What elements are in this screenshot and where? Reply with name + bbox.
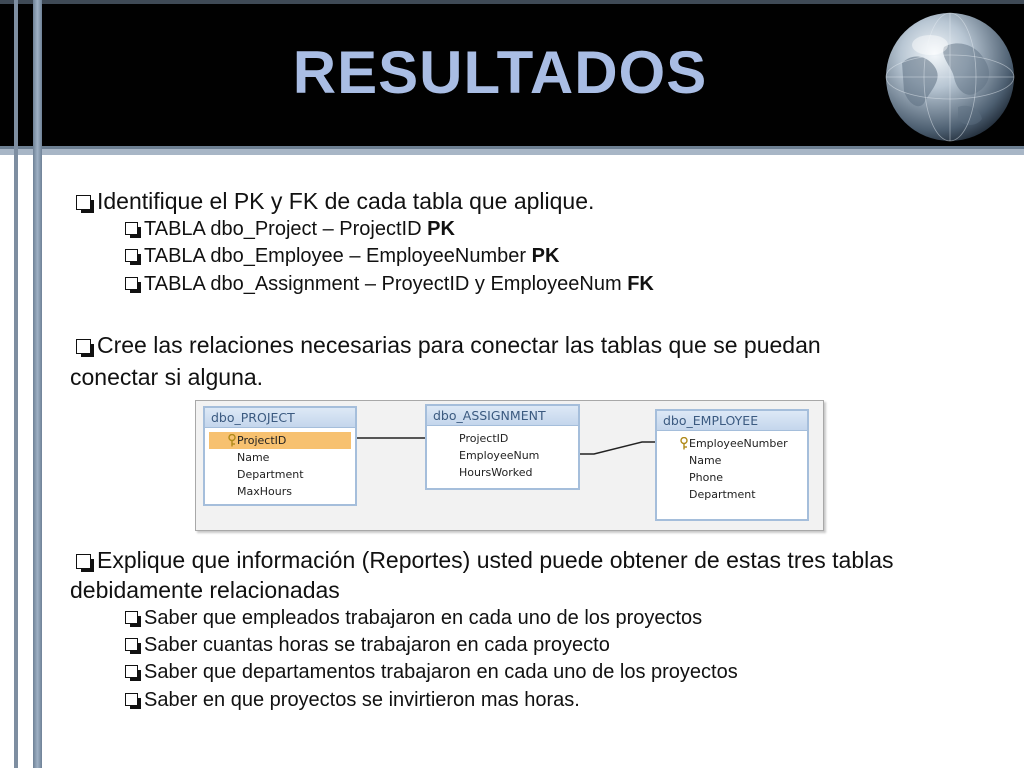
subbullet-employee-pk xyxy=(125,245,559,268)
field-row[interactable]: Department xyxy=(689,488,756,501)
subbullet-text: Saber que departamentos trabajaron en cada uno de los proyectos xyxy=(144,661,738,683)
checkbox-bullet-icon xyxy=(76,339,91,354)
field-row[interactable]: ProjectID xyxy=(459,432,509,445)
checkbox-bullet-icon xyxy=(125,277,138,290)
field-row[interactable]: Department xyxy=(237,468,304,481)
field-name: ProjectID xyxy=(237,434,287,447)
subbullet-assignment-fk xyxy=(125,273,654,296)
globe-icon xyxy=(884,11,1016,143)
bullet-create-relations xyxy=(76,332,821,359)
subbullet-text: Saber que empleados trabajaron en cada uno de los proyectos xyxy=(144,607,703,629)
relation-line-assignment-employee xyxy=(579,442,655,454)
field-row[interactable]: Phone xyxy=(689,471,724,484)
checkbox-bullet-icon xyxy=(76,554,91,569)
subbullet-text: Saber cuantas horas se trabajaron en cada proyecto xyxy=(144,634,610,656)
subbullet-report-1 xyxy=(125,607,702,630)
field-row-key[interactable] xyxy=(661,435,803,452)
primary-key-icon xyxy=(227,434,237,447)
bullet-text: Explique que información (Reportes) usted puede obtener de estas tres tablas xyxy=(97,547,894,573)
subbullet-report-3 xyxy=(125,661,738,684)
table-header[interactable]: dbo_EMPLOYEE xyxy=(657,411,807,431)
checkbox-bullet-icon xyxy=(125,611,138,624)
bullet-continuation: conectar si alguna. xyxy=(70,364,264,390)
table-header[interactable]: dbo_PROJECT xyxy=(205,408,355,428)
table-header[interactable]: dbo_ASSIGNMENT xyxy=(427,406,578,426)
subbullet-project-pk xyxy=(125,218,455,241)
key-label: PK xyxy=(531,245,560,267)
field-row[interactable]: Name xyxy=(689,454,722,467)
field-row-selected[interactable] xyxy=(209,432,351,449)
subbullet-report-4 xyxy=(125,689,580,712)
primary-key-icon xyxy=(679,437,689,450)
subbullet-text: Saber en que proyectos se invirtieron mas horas. xyxy=(144,689,580,711)
table-dbo-employee[interactable] xyxy=(655,409,809,521)
bullet-text: Identifique el PK y FK de cada tabla que aplique. xyxy=(97,188,595,214)
left-rail-thin xyxy=(14,0,18,768)
checkbox-bullet-icon xyxy=(125,222,138,235)
checkbox-bullet-icon xyxy=(125,665,138,678)
table-dbo-assignment[interactable] xyxy=(425,404,580,490)
subbullet-text: TABLA dbo_Project – ProjectID xyxy=(144,218,428,240)
bullet-explain-reports xyxy=(76,547,894,574)
bullet-continuation: debidamente relacionadas xyxy=(70,577,340,603)
bullet-text: Cree las relaciones necesarias para conectar las tablas que se puedan xyxy=(97,332,821,358)
checkbox-bullet-icon xyxy=(125,693,138,706)
checkbox-bullet-icon xyxy=(125,638,138,651)
field-name: EmployeeNumber xyxy=(689,437,788,450)
field-row[interactable]: MaxHours xyxy=(237,485,292,498)
field-row[interactable]: HoursWorked xyxy=(459,466,533,479)
subbullet-text: TABLA dbo_Employee – EmployeeNumber xyxy=(144,245,532,267)
field-row[interactable]: EmployeeNum xyxy=(459,449,540,462)
bullet-identify-keys xyxy=(76,188,594,215)
subbullet-text: TABLA dbo_Assignment – ProyectID y EmployeeNum xyxy=(144,273,628,295)
key-label: FK xyxy=(627,273,654,295)
table-dbo-project[interactable] xyxy=(203,406,357,506)
checkbox-bullet-icon xyxy=(125,249,138,262)
header-top-line xyxy=(0,0,1024,4)
header-accent-line xyxy=(0,149,1024,155)
key-label: PK xyxy=(427,218,455,240)
subbullet-report-2 xyxy=(125,634,610,657)
relationship-diagram xyxy=(195,400,824,531)
checkbox-bullet-icon xyxy=(76,195,91,210)
slide-title: RESULTADOS xyxy=(292,39,708,106)
field-row[interactable]: Name xyxy=(237,451,270,464)
left-rail xyxy=(33,0,42,768)
